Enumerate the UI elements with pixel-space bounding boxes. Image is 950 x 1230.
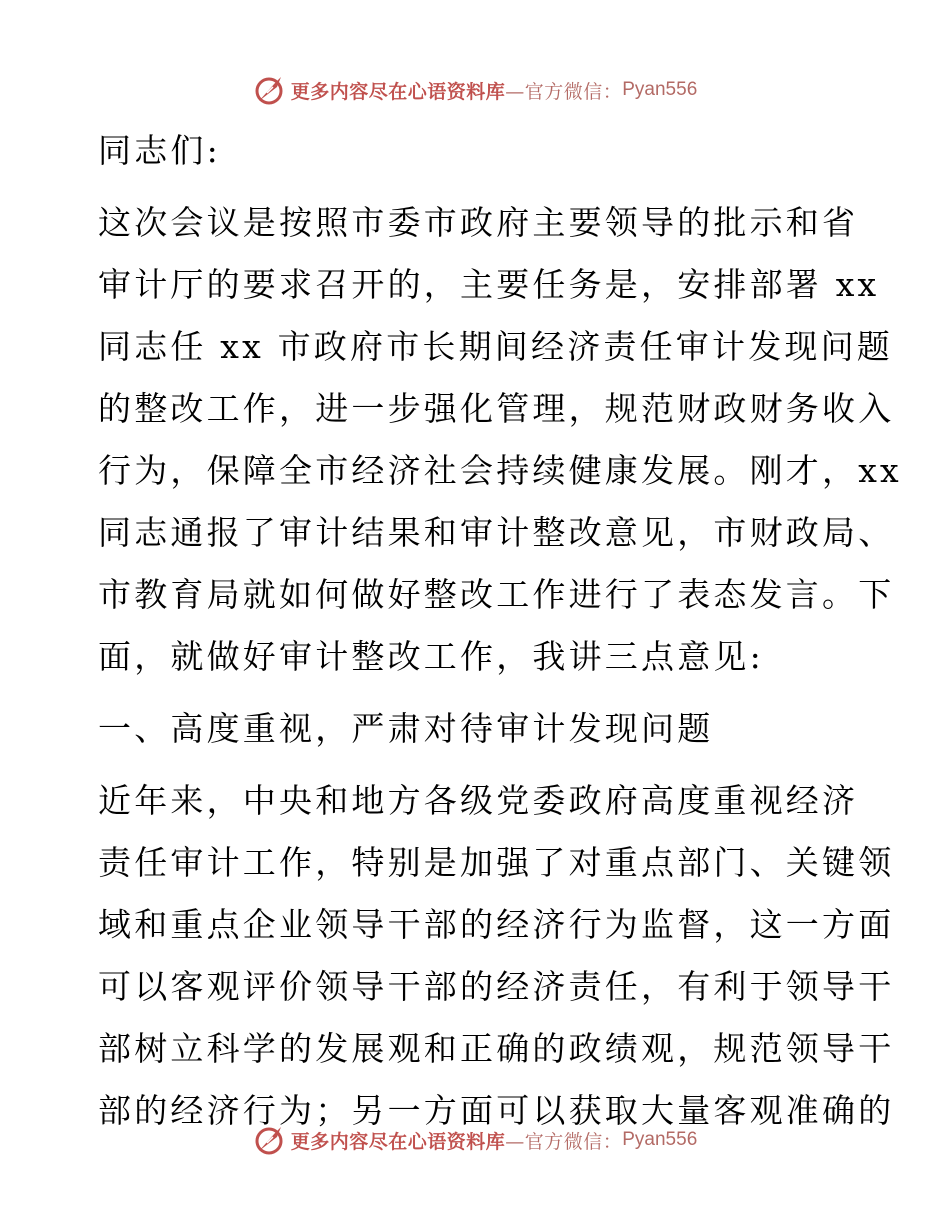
watermark-id-text: Pyan556	[622, 79, 698, 100]
watermark-sub-text: —官方微信：	[505, 80, 623, 103]
watermark-id-text: Pyan556	[622, 1129, 698, 1150]
text-line: 这次会议是按照市委市政府主要领导的批示和省	[98, 203, 859, 242]
quill-circle-logo-icon	[253, 1123, 287, 1157]
text-line: 可以客观评价领导干部的经济责任，有利于领导干	[98, 967, 895, 1006]
text-line: 同志通报了审计结果和审计整改意见，市财政局、	[98, 513, 895, 552]
watermark-main-text: 更多内容尽在心语资料库	[290, 1130, 506, 1153]
greeting-line: 同志们:	[98, 131, 221, 170]
header-watermark	[0, 70, 950, 110]
text-line: 面，就做好审计整改工作，我讲三点意见:	[98, 637, 764, 676]
text-line: 行为，保障全市经济社会持续健康发展。刚才，xx	[98, 451, 902, 490]
text-line: 部的经济行为；另一方面可以获取大量客观准确的	[98, 1091, 895, 1130]
text-line: 责任审计工作，特别是加强了对重点部门、关键领	[98, 843, 895, 882]
watermark-main-text: 更多内容尽在心语资料库	[290, 80, 506, 103]
document-body	[98, 120, 902, 1142]
text-line: 市教育局就如何做好整改工作进行了表态发言。下	[98, 575, 895, 614]
watermark-sub-text: —官方微信：	[505, 1130, 623, 1153]
quill-circle-logo-icon	[253, 73, 287, 107]
paragraph-2	[98, 770, 895, 1142]
text-line: 近年来，中央和地方各级党委政府高度重视经济	[98, 781, 859, 820]
section-heading: 一、高度重视，严肃对待审计发现问题	[98, 709, 714, 748]
text-line: 域和重点企业领导干部的经济行为监督，这一方面	[98, 905, 895, 944]
text-line: 同志任 xx 市政府市长期间经济责任审计发现问题	[98, 327, 894, 366]
paragraph-1	[98, 192, 902, 688]
footer-watermark	[0, 1120, 950, 1160]
text-line: 审计厅的要求召开的，主要任务是，安排部署 xx	[98, 265, 880, 304]
text-line: 的整改工作，进一步强化管理，规范财政财务收入	[98, 389, 895, 428]
text-line: 部树立科学的发展观和正确的政绩观，规范领导干	[98, 1029, 895, 1068]
